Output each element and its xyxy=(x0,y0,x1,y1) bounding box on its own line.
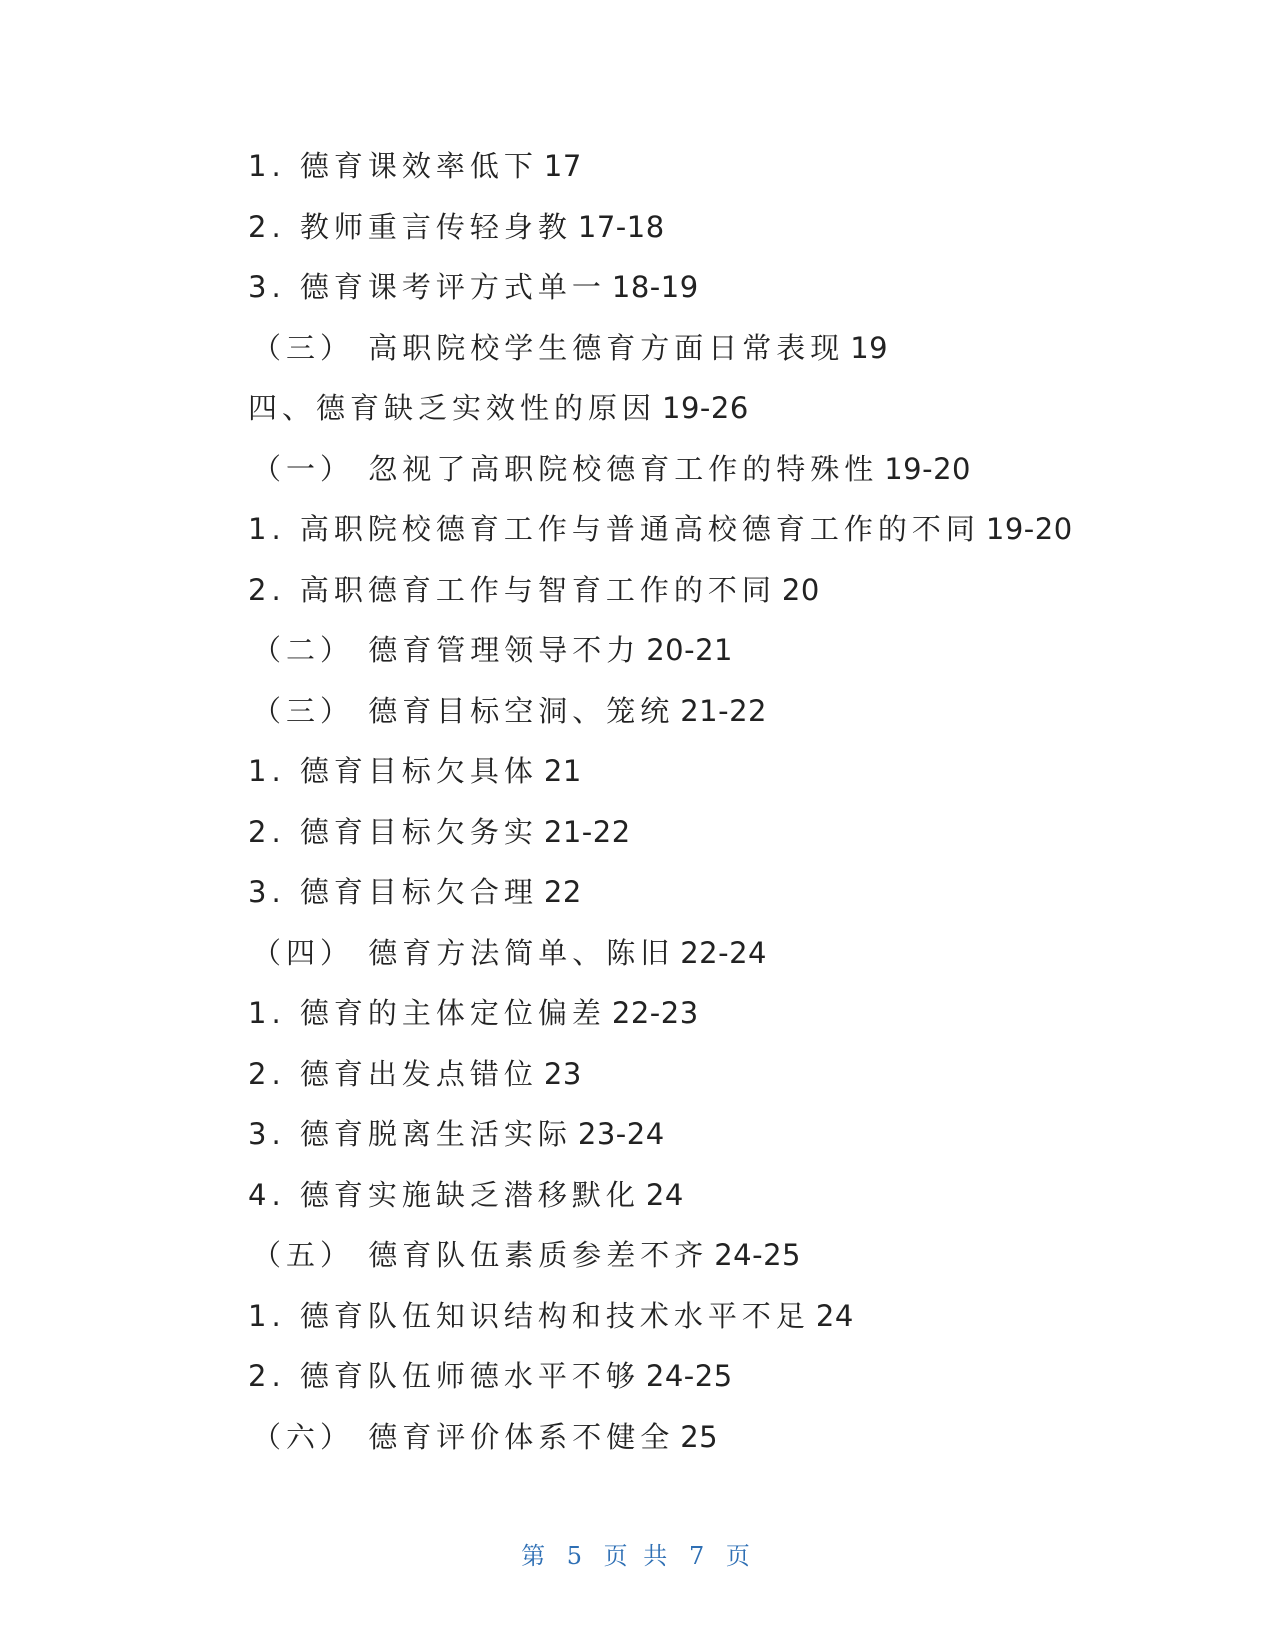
toc-entry-title: 4. 德育实施缺乏潜移默化 xyxy=(248,1177,640,1212)
toc-entry-title: 2. 德育出发点错位 xyxy=(248,1056,538,1091)
toc-entry-title: （三） 德育目标空洞、笼统 xyxy=(252,693,675,728)
toc-entry-title: （六） 德育评价体系不健全 xyxy=(252,1419,675,1454)
toc-entry-page: 22-23 xyxy=(611,996,699,1030)
toc-entry-title: 3. 德育脱离生活实际 xyxy=(248,1117,572,1151)
toc-entry-page: 24-25 xyxy=(714,1238,802,1272)
toc-entry xyxy=(248,1414,1148,1475)
toc-entry-title: 2. 教师重言传轻身教 xyxy=(248,209,572,244)
toc-entry-title: 2. 高职德育工作与智育工作的不同 xyxy=(248,572,776,607)
toc-entry-title: 2. 德育目标欠务实 xyxy=(248,814,538,849)
toc-entry xyxy=(248,869,1148,930)
toc-entry-title: （二） 德育管理领导不力 xyxy=(252,633,641,667)
toc-entry-title: 1. 德育课效率低下 xyxy=(248,149,538,183)
toc-entry xyxy=(248,688,1148,749)
toc-entry xyxy=(248,446,1148,507)
toc-entry-title: 1. 德育的主体定位偏差 xyxy=(248,996,606,1030)
toc-entry xyxy=(248,930,1148,991)
toc-entry-page: 21-22 xyxy=(680,693,768,728)
toc-entry-title: （四） 德育方法简单、陈旧 xyxy=(252,935,675,970)
toc-entry-page: 20-21 xyxy=(646,633,733,667)
toc-entry-page: 19-26 xyxy=(662,391,749,425)
toc-entry-title: 1. 德育队伍知识结构和技术水平不足 xyxy=(248,1298,810,1333)
toc-entry xyxy=(248,748,1148,809)
toc-entry-title: 1. 高职院校德育工作与普通高校德育工作的不同 xyxy=(248,512,980,546)
toc-entry-page: 20 xyxy=(781,572,820,607)
footer-total-pages: 7 xyxy=(688,1542,709,1570)
toc-entry-title: 3. 德育目标欠合理 xyxy=(248,875,538,909)
toc-entry xyxy=(248,264,1148,325)
toc-entry xyxy=(248,1172,1148,1233)
toc-entry-page: 21 xyxy=(543,754,582,788)
toc-entry xyxy=(248,990,1148,1051)
toc-entry xyxy=(248,143,1148,204)
toc-entry-page: 25 xyxy=(680,1419,719,1454)
toc-entry-title: 1. 德育目标欠具体 xyxy=(248,754,538,788)
toc-entry-page: 24 xyxy=(815,1298,854,1333)
toc-entry-title: （一） 忽视了高职院校德育工作的特殊性 xyxy=(252,451,879,486)
toc-entry-title: 四、德育缺乏实效性的原因 xyxy=(248,391,657,425)
toc-entry-page: 19-20 xyxy=(985,512,1073,546)
toc-entry xyxy=(248,204,1148,265)
toc-entry xyxy=(248,1111,1148,1172)
footer-prefix: 第 xyxy=(521,1542,550,1570)
toc-entry-page: 19-20 xyxy=(884,451,972,486)
toc-entry-title: （五） 德育队伍素质参差不齐 xyxy=(252,1238,709,1272)
toc-entry-page: 17-18 xyxy=(577,209,665,244)
table-of-contents xyxy=(248,143,1148,1474)
page-footer xyxy=(0,1536,1275,1571)
toc-entry-page: 22 xyxy=(543,875,582,909)
toc-entry-page: 24-25 xyxy=(645,1359,733,1393)
toc-entry-page: 23-24 xyxy=(577,1117,665,1151)
footer-suffix: 页 xyxy=(725,1542,754,1570)
toc-entry-page: 21-22 xyxy=(543,814,631,849)
toc-entry xyxy=(248,809,1148,870)
footer-middle: 页 共 xyxy=(603,1542,672,1570)
toc-entry xyxy=(248,567,1148,628)
toc-entry xyxy=(248,385,1148,446)
toc-entry-title: （三） 高职院校学生德育方面日常表现 xyxy=(252,330,845,365)
toc-entry-page: 22-24 xyxy=(680,935,768,970)
toc-entry-page: 18-19 xyxy=(611,270,699,304)
toc-entry-page: 19 xyxy=(850,330,889,365)
toc-entry xyxy=(248,627,1148,688)
footer-current-page: 5 xyxy=(566,1542,587,1570)
toc-entry-page: 17 xyxy=(543,149,582,183)
toc-entry xyxy=(248,1353,1148,1414)
toc-entry-page: 24 xyxy=(645,1177,684,1212)
toc-entry xyxy=(248,1232,1148,1293)
toc-entry-page: 23 xyxy=(543,1056,582,1091)
toc-entry xyxy=(248,1051,1148,1112)
toc-entry xyxy=(248,325,1148,386)
toc-entry xyxy=(248,506,1148,567)
toc-entry-title: 2. 德育队伍师德水平不够 xyxy=(248,1359,640,1393)
toc-entry xyxy=(248,1293,1148,1354)
toc-entry-title: 3. 德育课考评方式单一 xyxy=(248,270,606,304)
